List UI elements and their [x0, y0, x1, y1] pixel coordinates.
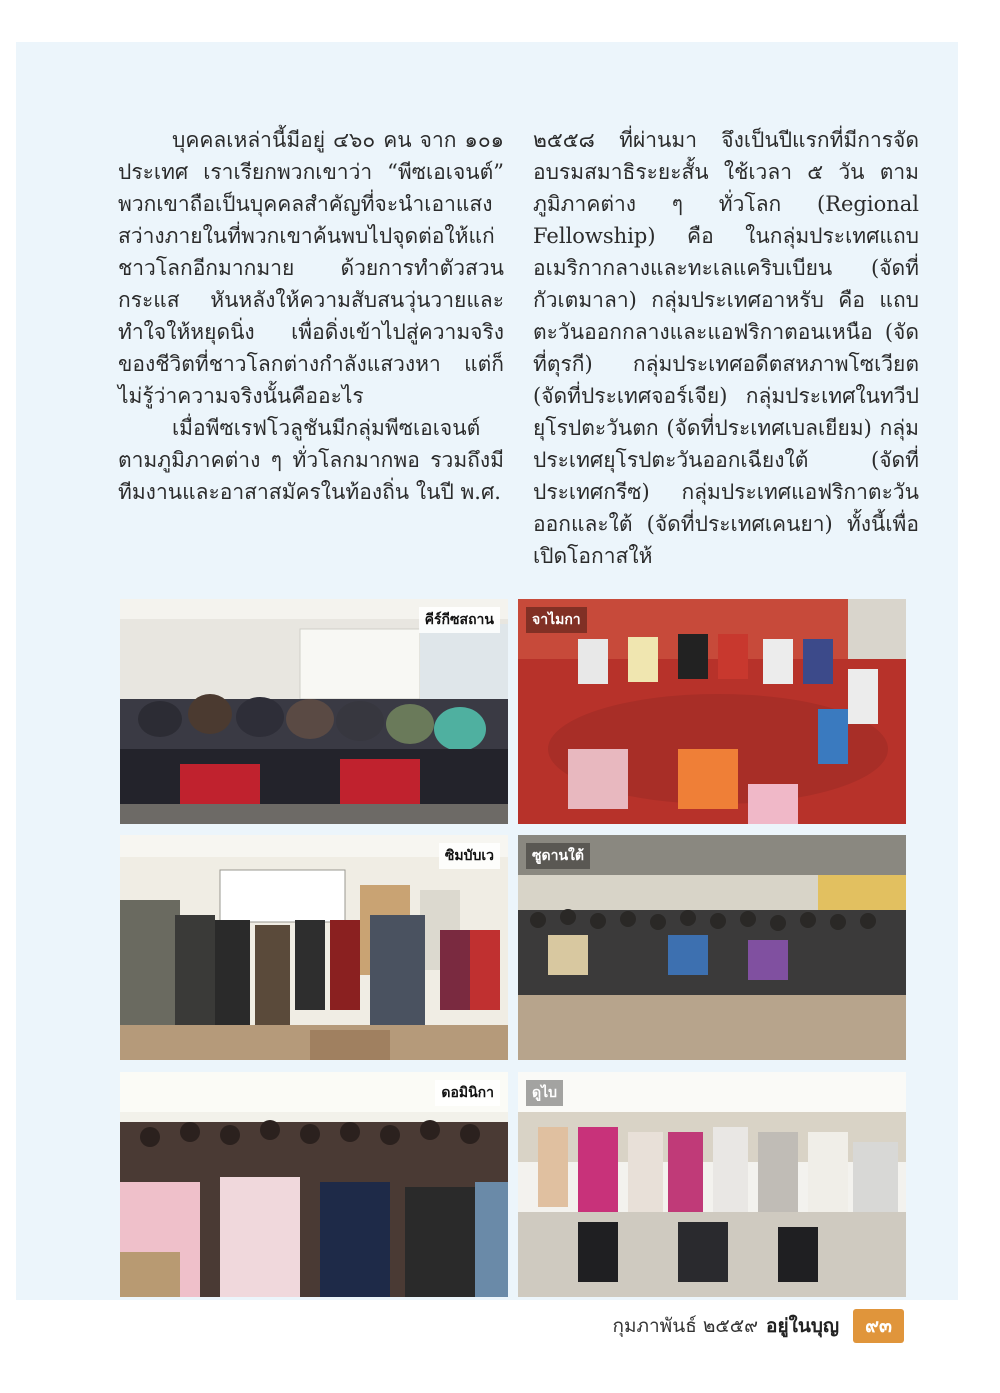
- photo-caption: ดอมินิกา: [435, 1080, 500, 1106]
- article-left-column: [118, 124, 504, 508]
- page-number-badge: ๙๓: [853, 1309, 904, 1343]
- photo-south-sudan: [518, 835, 906, 1060]
- photo-caption: ซูดานใต้: [526, 843, 590, 869]
- article-paragraph: เมื่อพีซเรฟโวลูชันมีกลุ่มพีซเอเจนต์ตามภูมิภาคต่าง ๆ ทั่วโลกมากพอ รวมถึงมีทีมงานและอาสาสมัครในท้องถิ่น ในปี พ.ศ.: [118, 416, 504, 504]
- magazine-title: อยู่ในบุญ: [766, 1315, 840, 1337]
- photo-caption: ซิมบับเว: [439, 843, 500, 869]
- article-right-column: [533, 124, 919, 572]
- photo-dominica: [120, 1072, 508, 1297]
- photo-dubai: [518, 1072, 906, 1297]
- photo-zimbabwe: [120, 835, 508, 1060]
- photo-jamaica: [518, 599, 906, 824]
- group-photo-image: [518, 1072, 906, 1297]
- article-paragraph: บุคคลเหล่านี้มีอยู่ ๔๖๐ คน จาก ๑๐๑ ประเทศ เราเรียกพวกเขาว่า “พีซเอเจนต์” พวกเขาถือเป็นบุคคลสำคัญที่จะนำเอาแสงสว่างภายในที่พวกเขาค้นพบไปจุดต่อให้แก่ชาวโลกอีกมากมาย ด้วยการทำตัวสวนกระแส หันหลังให้ความสับสนวุ่นวายและทำใจให้หยุดนิ่ง เพื่อดิ่งเข้าไปสู่ความจริงของชีวิตที่ชาวโลกต่างกำลังแสวงหา แต่ก็ไม่รู้ว่าความจริงนั้นคืออะไร: [118, 128, 504, 408]
- photo-caption: คีร์กีซสถาน: [419, 607, 500, 633]
- photo-caption: จาไมกา: [526, 607, 587, 633]
- article-paragraph: ๒๕๕๘ ที่ผ่านมา จึงเป็นปีแรกที่มีการจัดอบรมสมาธิระยะสั้น ใช้เวลา ๕ วัน ตามภูมิภาคต่าง ๆ ทั่วโลก (Regional Fellowship) คือ ในกลุ่มประเทศแถบอเมริกากลางและทะเลแคริบเบียน (จัดที่กัวเตมาลา) กลุ่มประเทศอาหรับ คือ แถบตะวันออกกลางและแอฟริกาตอนเหนือ (จัดที่ตุรกี) กลุ่มประเทศอดีตสหภาพโซเวียต (จัดที่ประเทศจอร์เจีย) กลุ่มประเทศในทวีปยุโรปตะวันตก (จัดที่ประเทศเบลเยียม) กลุ่มประเทศยุโรปตะวันออกเฉียงใต้ (จัดที่ประเทศกรีซ) กลุ่มประเทศแอฟริกาตะวันออกและใต้ (จัดที่ประเทศเคนยา) ทั้งนี้เพื่อเปิดโอกาสให้: [533, 128, 919, 568]
- photo-caption: ดูไบ: [526, 1080, 563, 1106]
- photo-kyrgyzstan: [120, 599, 508, 824]
- page-footer: [612, 1312, 904, 1340]
- issue-date: กุมภาพันธ์ ๒๕๕๙: [612, 1315, 759, 1337]
